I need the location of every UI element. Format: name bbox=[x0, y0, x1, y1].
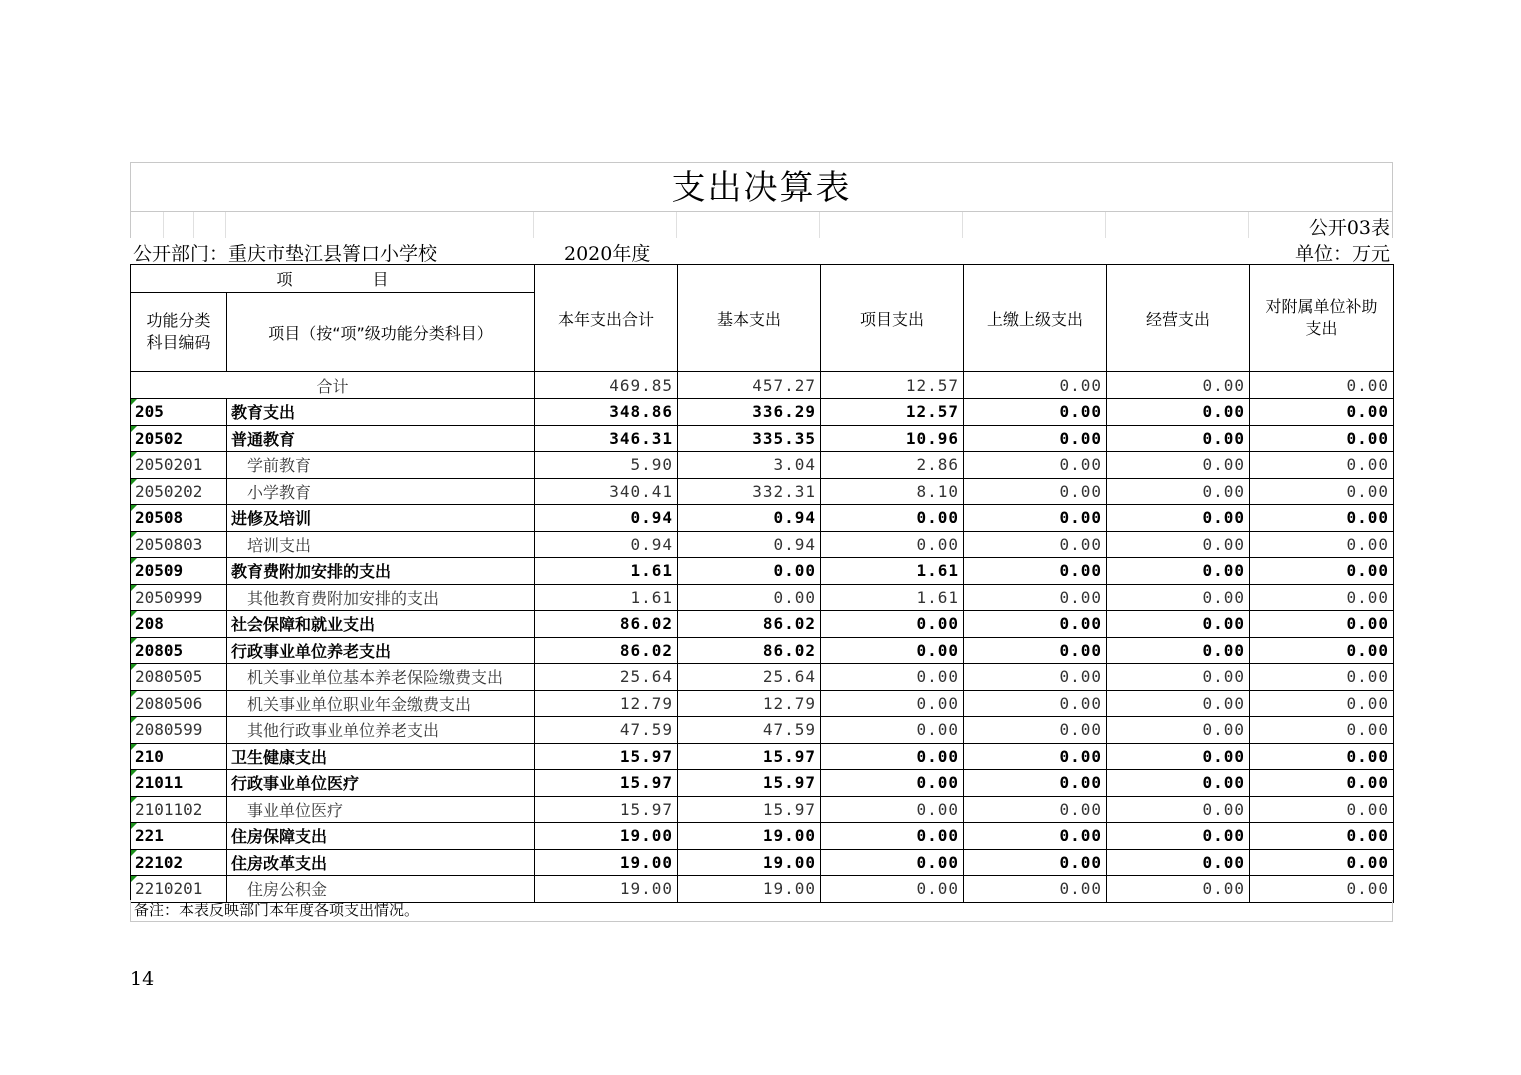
unit-label: 单位：万元 bbox=[1294, 243, 1390, 265]
row-code: 21011 bbox=[131, 770, 227, 797]
row-value: 0.00 bbox=[1250, 425, 1394, 452]
row-name: 社会保障和就业支出 bbox=[227, 611, 535, 638]
row-name: 其他行政事业单位养老支出 bbox=[227, 717, 535, 744]
table-row bbox=[131, 770, 1394, 797]
row-value: 340.41 bbox=[535, 478, 678, 505]
row-value: 19.00 bbox=[535, 823, 678, 850]
row-value: 0.00 bbox=[821, 770, 964, 797]
table-row bbox=[131, 664, 1394, 691]
row-value: 0.94 bbox=[678, 505, 821, 532]
table-row bbox=[131, 505, 1394, 532]
row-value: 0.94 bbox=[535, 505, 678, 532]
subsidy-header: 对附属单位补助 支出 bbox=[1250, 265, 1394, 372]
row-value: 86.02 bbox=[678, 611, 821, 638]
table-row bbox=[131, 584, 1394, 611]
row-value: 8.10 bbox=[821, 478, 964, 505]
row-value: 0.00 bbox=[1107, 531, 1250, 558]
row-value: 25.64 bbox=[678, 664, 821, 691]
row-code: 2050201 bbox=[131, 452, 227, 479]
row-code: 2050202 bbox=[131, 478, 227, 505]
row-value: 86.02 bbox=[535, 637, 678, 664]
title-row bbox=[130, 162, 1393, 212]
total-value: 12.57 bbox=[821, 372, 964, 399]
table-row bbox=[131, 452, 1394, 479]
row-value: 0.00 bbox=[964, 796, 1107, 823]
row-value: 0.00 bbox=[1250, 717, 1394, 744]
row-value: 0.00 bbox=[1107, 637, 1250, 664]
row-value: 0.00 bbox=[964, 584, 1107, 611]
row-value: 19.00 bbox=[678, 876, 821, 903]
total-value: 457.27 bbox=[678, 372, 821, 399]
row-value: 0.00 bbox=[1107, 558, 1250, 585]
row-value: 0.00 bbox=[1107, 717, 1250, 744]
row-value: 0.00 bbox=[1250, 531, 1394, 558]
row-code: 2101102 bbox=[131, 796, 227, 823]
table-number: 公开03表 bbox=[1308, 217, 1390, 239]
row-value: 0.00 bbox=[964, 717, 1107, 744]
row-name: 事业单位医疗 bbox=[227, 796, 535, 823]
row-value: 0.00 bbox=[964, 425, 1107, 452]
total-value: 0.00 bbox=[964, 372, 1107, 399]
row-code: 221 bbox=[131, 823, 227, 850]
table-row bbox=[131, 425, 1394, 452]
table-row bbox=[131, 796, 1394, 823]
row-value: 0.00 bbox=[964, 531, 1107, 558]
code-header: 功能分类 科目编码 bbox=[131, 293, 227, 372]
row-value: 0.00 bbox=[1250, 823, 1394, 850]
row-value: 0.00 bbox=[821, 849, 964, 876]
row-name: 普通教育 bbox=[227, 425, 535, 452]
row-name: 住房保障支出 bbox=[227, 823, 535, 850]
row-name: 培训支出 bbox=[227, 531, 535, 558]
row-name: 小学教育 bbox=[227, 478, 535, 505]
row-code: 2050999 bbox=[131, 584, 227, 611]
item-group-header: 项 目 bbox=[131, 265, 535, 293]
total-value: 0.00 bbox=[1250, 372, 1394, 399]
row-value: 0.00 bbox=[1250, 637, 1394, 664]
row-value: 0.00 bbox=[821, 690, 964, 717]
table-row bbox=[131, 823, 1394, 850]
row-value: 0.00 bbox=[1250, 558, 1394, 585]
row-value: 86.02 bbox=[678, 637, 821, 664]
total-value: 469.85 bbox=[535, 372, 678, 399]
row-value: 0.00 bbox=[1250, 478, 1394, 505]
row-value: 0.00 bbox=[821, 505, 964, 532]
row-value: 0.00 bbox=[964, 558, 1107, 585]
total-row bbox=[131, 372, 1394, 399]
row-name: 行政事业单位医疗 bbox=[227, 770, 535, 797]
row-value: 0.00 bbox=[821, 531, 964, 558]
row-value: 0.00 bbox=[964, 452, 1107, 479]
row-name: 教育支出 bbox=[227, 399, 535, 426]
row-value: 0.00 bbox=[964, 637, 1107, 664]
row-value: 0.00 bbox=[964, 770, 1107, 797]
row-value: 10.96 bbox=[821, 425, 964, 452]
row-code: 20805 bbox=[131, 637, 227, 664]
row-value: 0.00 bbox=[821, 796, 964, 823]
row-value: 0.00 bbox=[821, 743, 964, 770]
table-row bbox=[131, 531, 1394, 558]
row-name: 教育费附加安排的支出 bbox=[227, 558, 535, 585]
row-value: 348.86 bbox=[535, 399, 678, 426]
row-value: 0.00 bbox=[1107, 399, 1250, 426]
table-row bbox=[131, 611, 1394, 638]
project-header: 项目支出 bbox=[821, 265, 964, 372]
row-value: 15.97 bbox=[678, 743, 821, 770]
row-value: 0.00 bbox=[1107, 505, 1250, 532]
table-row bbox=[131, 478, 1394, 505]
row-code: 208 bbox=[131, 611, 227, 638]
total-label: 合计 bbox=[131, 372, 535, 399]
table-note: 备注：本表反映部门本年度各项支出情况。 bbox=[130, 900, 1393, 922]
row-value: 0.00 bbox=[1250, 796, 1394, 823]
row-value: 15.97 bbox=[535, 743, 678, 770]
row-value: 15.97 bbox=[678, 796, 821, 823]
row-value: 19.00 bbox=[535, 849, 678, 876]
row-value: 0.00 bbox=[1107, 584, 1250, 611]
row-code: 20502 bbox=[131, 425, 227, 452]
department-label: 公开部门：重庆市垫江县箐口小学校 bbox=[133, 243, 438, 265]
row-name: 机关事业单位基本养老保险缴费支出 bbox=[227, 664, 535, 691]
row-value: 336.29 bbox=[678, 399, 821, 426]
row-value: 0.00 bbox=[1107, 743, 1250, 770]
table-row bbox=[131, 637, 1394, 664]
row-code: 22102 bbox=[131, 849, 227, 876]
row-value: 0.00 bbox=[1250, 849, 1394, 876]
row-value: 0.00 bbox=[1250, 611, 1394, 638]
row-value: 15.97 bbox=[678, 770, 821, 797]
row-value: 0.00 bbox=[678, 558, 821, 585]
row-value: 0.00 bbox=[1107, 478, 1250, 505]
row-value: 15.97 bbox=[535, 796, 678, 823]
row-code: 2210201 bbox=[131, 876, 227, 903]
row-value: 0.00 bbox=[1250, 664, 1394, 691]
page-number: 14 bbox=[130, 968, 155, 990]
row-name: 住房公积金 bbox=[227, 876, 535, 903]
row-value: 0.00 bbox=[678, 584, 821, 611]
row-value: 5.90 bbox=[535, 452, 678, 479]
total-header: 本年支出合计 bbox=[535, 265, 678, 372]
row-code: 20508 bbox=[131, 505, 227, 532]
row-code: 2080599 bbox=[131, 717, 227, 744]
row-value: 0.00 bbox=[821, 611, 964, 638]
row-value: 0.00 bbox=[821, 823, 964, 850]
table-number-row bbox=[130, 212, 1393, 238]
row-value: 0.00 bbox=[1250, 743, 1394, 770]
row-value: 1.61 bbox=[535, 584, 678, 611]
row-value: 0.00 bbox=[1107, 664, 1250, 691]
row-value: 12.79 bbox=[678, 690, 821, 717]
row-value: 0.00 bbox=[821, 637, 964, 664]
row-value: 1.61 bbox=[821, 584, 964, 611]
row-value: 0.00 bbox=[1107, 849, 1250, 876]
table-row bbox=[131, 849, 1394, 876]
row-value: 0.00 bbox=[964, 478, 1107, 505]
row-value: 0.00 bbox=[1107, 770, 1250, 797]
row-value: 1.61 bbox=[821, 558, 964, 585]
page-title: 支出决算表 bbox=[671, 168, 852, 208]
business-header: 经营支出 bbox=[1107, 265, 1250, 372]
row-value: 0.00 bbox=[964, 611, 1107, 638]
department-row bbox=[130, 238, 1393, 264]
table-row bbox=[131, 743, 1394, 770]
row-value: 19.00 bbox=[535, 876, 678, 903]
row-value: 0.00 bbox=[964, 690, 1107, 717]
row-name: 行政事业单位养老支出 bbox=[227, 637, 535, 664]
table-row bbox=[131, 876, 1394, 903]
name-header: 项目（按“项”级功能分类科目） bbox=[227, 293, 535, 372]
row-code: 210 bbox=[131, 743, 227, 770]
row-value: 3.04 bbox=[678, 452, 821, 479]
row-value: 0.00 bbox=[1250, 399, 1394, 426]
table-row bbox=[131, 399, 1394, 426]
row-value: 0.00 bbox=[1107, 823, 1250, 850]
row-value: 0.94 bbox=[678, 531, 821, 558]
row-name: 机关事业单位职业年金缴费支出 bbox=[227, 690, 535, 717]
row-value: 0.00 bbox=[1107, 611, 1250, 638]
row-code: 2080505 bbox=[131, 664, 227, 691]
upper-header: 上缴上级支出 bbox=[964, 265, 1107, 372]
row-value: 0.00 bbox=[1250, 770, 1394, 797]
row-value: 19.00 bbox=[678, 849, 821, 876]
row-value: 0.00 bbox=[1107, 796, 1250, 823]
row-value: 0.00 bbox=[964, 743, 1107, 770]
row-value: 335.35 bbox=[678, 425, 821, 452]
row-name: 住房改革支出 bbox=[227, 849, 535, 876]
table-row bbox=[131, 717, 1394, 744]
row-value: 0.00 bbox=[821, 876, 964, 903]
row-name: 学前教育 bbox=[227, 452, 535, 479]
row-value: 19.00 bbox=[678, 823, 821, 850]
row-value: 0.00 bbox=[964, 664, 1107, 691]
row-value: 0.00 bbox=[1250, 876, 1394, 903]
expenditure-table bbox=[130, 264, 1394, 903]
row-value: 1.61 bbox=[535, 558, 678, 585]
row-value: 0.00 bbox=[964, 505, 1107, 532]
row-value: 0.00 bbox=[964, 876, 1107, 903]
row-value: 0.00 bbox=[1250, 584, 1394, 611]
row-value: 47.59 bbox=[678, 717, 821, 744]
row-code: 205 bbox=[131, 399, 227, 426]
row-value: 0.00 bbox=[1107, 425, 1250, 452]
row-value: 346.31 bbox=[535, 425, 678, 452]
row-value: 12.79 bbox=[535, 690, 678, 717]
row-value: 0.00 bbox=[821, 717, 964, 744]
row-code: 2050803 bbox=[131, 531, 227, 558]
row-value: 47.59 bbox=[535, 717, 678, 744]
row-code: 20509 bbox=[131, 558, 227, 585]
basic-header: 基本支出 bbox=[678, 265, 821, 372]
expenditure-sheet bbox=[130, 162, 1393, 922]
row-value: 12.57 bbox=[821, 399, 964, 426]
row-value: 0.94 bbox=[535, 531, 678, 558]
table-row bbox=[131, 690, 1394, 717]
row-value: 0.00 bbox=[1250, 505, 1394, 532]
table-body bbox=[131, 372, 1394, 903]
row-value: 0.00 bbox=[821, 664, 964, 691]
row-value: 0.00 bbox=[1250, 452, 1394, 479]
row-value: 25.64 bbox=[535, 664, 678, 691]
row-value: 86.02 bbox=[535, 611, 678, 638]
row-name: 卫生健康支出 bbox=[227, 743, 535, 770]
row-value: 0.00 bbox=[1107, 876, 1250, 903]
total-value: 0.00 bbox=[1107, 372, 1250, 399]
row-value: 0.00 bbox=[964, 849, 1107, 876]
row-value: 0.00 bbox=[964, 823, 1107, 850]
row-value: 0.00 bbox=[964, 399, 1107, 426]
row-value: 15.97 bbox=[535, 770, 678, 797]
row-code: 2080506 bbox=[131, 690, 227, 717]
row-value: 0.00 bbox=[1107, 690, 1250, 717]
row-name: 其他教育费附加安排的支出 bbox=[227, 584, 535, 611]
row-name: 进修及培训 bbox=[227, 505, 535, 532]
row-value: 0.00 bbox=[1107, 452, 1250, 479]
year-label: 2020年度 bbox=[564, 243, 651, 265]
row-value: 2.86 bbox=[821, 452, 964, 479]
table-row bbox=[131, 558, 1394, 585]
row-value: 0.00 bbox=[1250, 690, 1394, 717]
row-value: 332.31 bbox=[678, 478, 821, 505]
